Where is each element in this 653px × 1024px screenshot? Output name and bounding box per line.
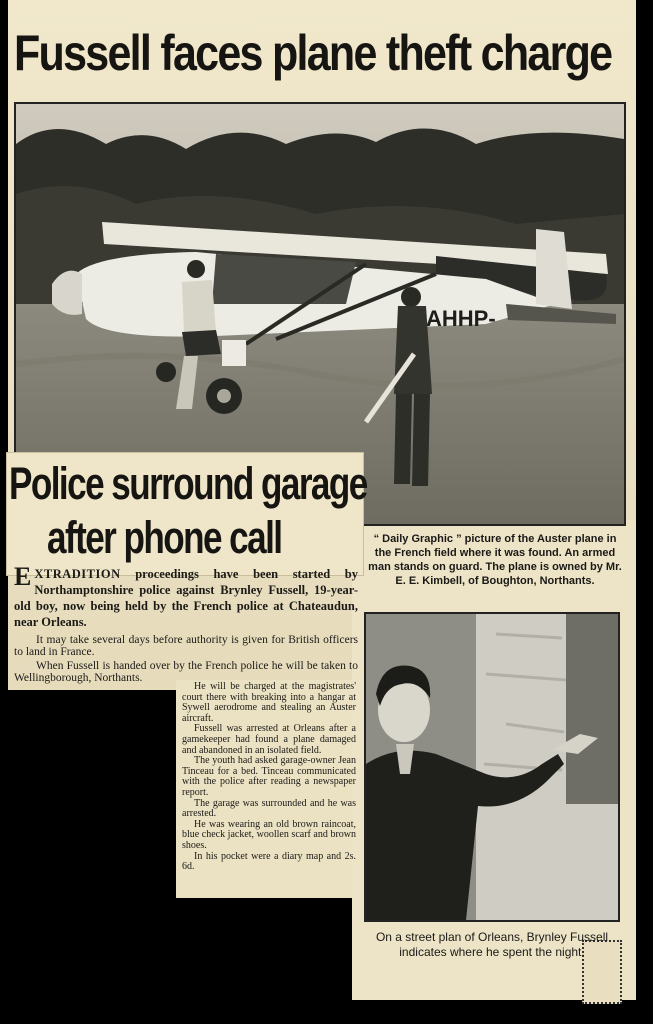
- column-paragraph: He was wearing an old brown raincoat, blue check jacket, woollen scarf and brown shoes.: [182, 818, 356, 851]
- headline: Fussell faces plane theft charge: [14, 25, 612, 81]
- drop-cap: E: [14, 562, 32, 591]
- column-paragraph: He will be charged at the magistrates' court there with breaking into a hangar at Sywell aerodrome and stealing an Auster aircraft.: [182, 681, 356, 724]
- subheadline-box: [6, 452, 367, 576]
- column-paragraph: Fussell was arrested at Orleans after a gamekeeper had found a plane damaged and abandoned in an isolated field.: [182, 723, 356, 756]
- plane-registration: AHHP-: [426, 306, 496, 331]
- subheadline-line-2: after phone call: [47, 512, 282, 563]
- article-column: [182, 682, 356, 873]
- column-paragraph: The youth had asked garage-owner Jean Tinceau for a bed. Tinceau communicated with the police after reading a newspaper report.: [182, 755, 356, 798]
- photo-fussell-street-plan: [364, 612, 620, 922]
- article-paragraph: It may take several days before authority is given for British officers to land in France.: [14, 634, 358, 658]
- lead-paragraph: [14, 562, 358, 630]
- photo-caption-plane: “ Daily Graphic ” picture of the Auster plane in the French field where it was found. An armed man stands on guard. The plane is owned by Mr. E. E. Kimbell, of Boughton, Northants.: [368, 533, 622, 587]
- lead-caps: XTRADITION: [34, 567, 121, 581]
- lead-text: proceedings have been started by Northamptonshire police against Brynley Fussell, 19-year-old boy, now being held by the French police at Chateaudun, near Orleans.: [14, 567, 358, 629]
- column-paragraph: In his pocket were a diary map and 2s. 6d.: [182, 850, 356, 873]
- subheadline-line-1: Police surround garage: [9, 458, 367, 509]
- photo-caption-fussell: On a street plan of Orleans, Brynley Fussell indicates where he spent the night.: [375, 930, 609, 959]
- column-paragraph: The garage was surrounded and he was arrested.: [182, 797, 356, 820]
- article-paragraph: When Fussell is handed over by the French police he will be taken to Wellingborough, Northants.: [14, 660, 358, 684]
